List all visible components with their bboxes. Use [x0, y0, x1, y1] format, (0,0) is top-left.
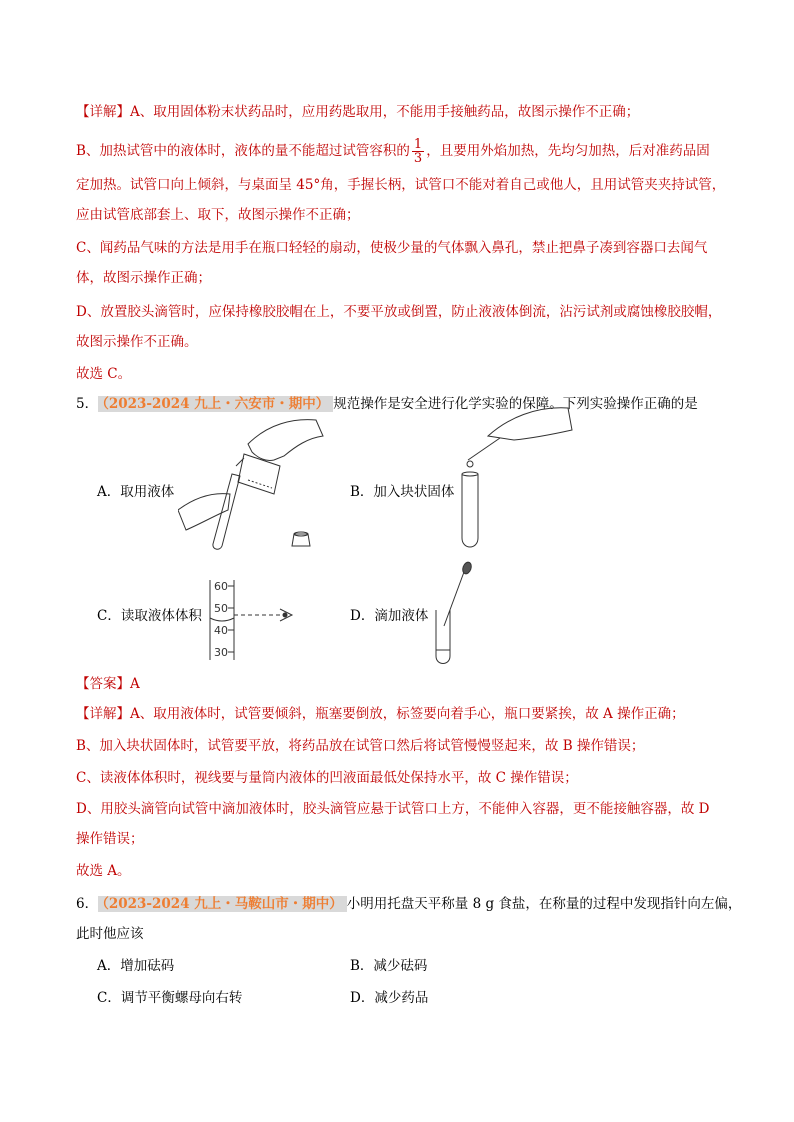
- q5-option-b: B．加入块状固体: [350, 484, 455, 500]
- q5-answer: 【答案】A: [76, 676, 140, 692]
- q6-option-d: D．减少药品: [350, 990, 429, 1006]
- q5-detail-d2: 操作错误；: [76, 831, 144, 847]
- test-tube-mouth: [462, 472, 478, 476]
- q4-detail-d2: 故图示操作不正确。: [76, 334, 198, 350]
- q5-detail-b: B、加入块状固体时，试管要平放，将药品放在试管口然后将试管慢慢竖起来，故 B 操作错误；: [76, 738, 645, 754]
- q5-detail-a: [76, 704, 685, 724]
- tick-label-60: 60: [214, 580, 228, 593]
- solid-block: [467, 461, 473, 467]
- q6-stem-line2: 此时他应该: [76, 926, 144, 942]
- q6-option-b: B．减少砝码: [350, 958, 428, 974]
- q4-a-text: A、取用固体粉末状药品时，应用药匙取用，不能用手接触药品，故图示操作不正确；: [130, 104, 640, 120]
- q4-fraction: [412, 138, 424, 165]
- q5-detail-tag: 【详解】: [76, 706, 130, 722]
- tweezers: [468, 438, 500, 460]
- q6-stem: 小明用托盘天平称量 8 g 食盐，在称量的过程中发现指针向左偏，: [346, 896, 742, 912]
- q4-detail-tag: 【详解】: [76, 104, 130, 120]
- graduated-cylinder-figure: [206, 578, 300, 662]
- q5-option-a: A．取用液体: [97, 484, 175, 500]
- q4-detail-c2: 体，故图示操作正确；: [76, 270, 211, 286]
- q4-b-text-after: ，且要用外焰加热，先均匀加热，后对准药品固: [426, 143, 710, 159]
- q5-stem-line: [76, 394, 698, 414]
- eye-pupil: [283, 613, 287, 617]
- q4-detail-c1: C、闻药品气味的方法是用手在瓶口轻轻的扇动，使极少量的气体飘入鼻孔，禁止把鼻子凑到容器口去闻气: [76, 240, 708, 256]
- bottle-neck: [236, 458, 244, 466]
- pouring-hand: [248, 420, 323, 461]
- q6-source-tag: （2023-2024 九上・马鞍山市・期中）: [98, 896, 347, 912]
- test-tube-tilted: [213, 474, 240, 549]
- dropper-tube: [444, 572, 464, 626]
- q5-detail-d1: D、用胶头滴管向试管中滴加液体时，胶头滴管应悬于试管口上方，不能伸入容器，更不能接触容器，故 D: [76, 801, 710, 817]
- q4-detail-b1: [76, 138, 710, 165]
- q6-stem-line: [76, 894, 741, 914]
- fraction-numerator: 1: [413, 137, 423, 152]
- tweezer-hand: [488, 408, 572, 440]
- q4-conclusion: 故选 C。: [76, 366, 132, 382]
- q4-detail-d1: D、放置胶头滴管时，应保持橡胶胶帽在上，不要平放或倒置，防止液液体倒流，沾污试剂或腐蚀橡胶胶帽，: [76, 304, 722, 320]
- q5-number: 5．: [76, 396, 99, 412]
- q5-stem: 规范操作是安全进行化学实验的保障。下列实验操作正确的是: [333, 396, 698, 412]
- test-tube-d: [436, 610, 450, 664]
- q5-a-text: A、取用液体时，试管要倾斜，瓶塞要倒放，标签要向着手心，瓶口要紧挨，故 A 操作正确；: [130, 706, 685, 722]
- q5-conclusion: 故选 A。: [76, 863, 131, 879]
- q5-source-tag: （2023-2024 九上・六安市・期中）: [98, 396, 333, 412]
- dropper-bulb: [461, 561, 473, 575]
- tick-label-40: 40: [214, 624, 228, 637]
- fraction-denominator: 3: [413, 151, 423, 166]
- q4-b-text-before: B、加热试管中的液体时，液体的量不能超过试管容积的: [76, 143, 410, 159]
- test-tube-upright: [462, 474, 478, 547]
- dropper-figure: [426, 560, 476, 670]
- pour-liquid-figure: [178, 414, 328, 554]
- q6-number: 6．: [76, 896, 99, 912]
- add-solid-figure: [448, 400, 578, 550]
- q5-detail-c: C、读液体体积时，视线要与量筒内液体的凹液面最低处保持水平，故 C 操作错误；: [76, 770, 578, 786]
- q5-option-c: C．读取液体体积: [97, 608, 202, 624]
- q4-detail-b3: 应由试管底部套上、取下，故图示操作不正确；: [76, 207, 360, 223]
- q4-detail-b2: 定加热。试管口向上倾斜，与桌面呈 45°角，手握长柄，试管口不能对着自己或他人，且用试管夹夹持试管，: [76, 177, 726, 193]
- tick-label-30: 30: [214, 646, 228, 659]
- meniscus: [210, 618, 234, 621]
- q6-option-c: C．调节平衡螺母向右转: [97, 990, 243, 1006]
- tick-label-50: 50: [214, 602, 228, 615]
- q4-detail-a: [76, 102, 639, 122]
- q5-option-d: D．滴加液体: [350, 608, 429, 624]
- q6-option-a: A．增加砝码: [97, 958, 175, 974]
